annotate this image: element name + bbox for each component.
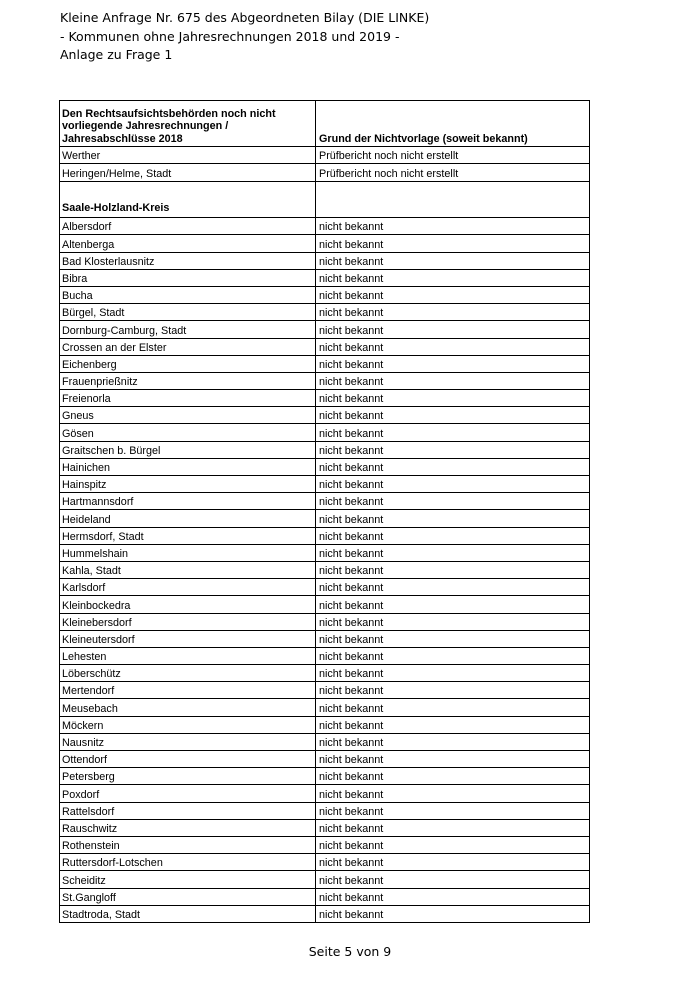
table-row <box>60 372 590 389</box>
municipality-name: Petersberg <box>60 768 316 785</box>
document-header <box>60 9 429 65</box>
table-row <box>60 905 590 922</box>
table-row <box>60 854 590 871</box>
reason-text: nicht bekannt <box>316 527 590 544</box>
municipality-name: Freienorla <box>60 390 316 407</box>
table-row <box>60 665 590 682</box>
table-row <box>60 304 590 321</box>
reason-text: nicht bekannt <box>316 561 590 578</box>
municipality-name: Löberschütz <box>60 665 316 682</box>
table-row <box>60 871 590 888</box>
reason-text: nicht bekannt <box>316 579 590 596</box>
table-row <box>60 751 590 768</box>
table-row <box>60 476 590 493</box>
table-row <box>60 819 590 836</box>
reason-text: nicht bekannt <box>316 596 590 613</box>
table-row <box>60 785 590 802</box>
column-header-municipality: Den Rechtsaufsichtsbehörden noch nicht vorliegende Jahresrechnungen / Jahresabschlüsse 2018 <box>60 101 316 147</box>
table-row <box>60 235 590 252</box>
table-row <box>60 647 590 664</box>
table-row <box>60 836 590 853</box>
municipality-name: Möckern <box>60 716 316 733</box>
column-header-reason: Grund der Nichtvorlage (soweit bekannt) <box>316 101 590 147</box>
table-row <box>60 252 590 269</box>
municipality-name: Bad Klosterlausnitz <box>60 252 316 269</box>
reason-text: nicht bekannt <box>316 854 590 871</box>
municipality-name: Lehesten <box>60 647 316 664</box>
reason-text: nicht bekannt <box>316 321 590 338</box>
table-row <box>60 682 590 699</box>
municipality-name: Werther <box>60 147 316 164</box>
municipality-name: Hermsdorf, Stadt <box>60 527 316 544</box>
reason-text: nicht bekannt <box>316 905 590 922</box>
reason-text: nicht bekannt <box>316 751 590 768</box>
reason-text: nicht bekannt <box>316 269 590 286</box>
table-row <box>60 596 590 613</box>
table-row <box>60 441 590 458</box>
table-row <box>60 699 590 716</box>
table-row <box>60 510 590 527</box>
table-row <box>60 888 590 905</box>
reason-text: nicht bekannt <box>316 218 590 235</box>
table-row <box>60 493 590 510</box>
municipality-name: Graitschen b. Bürgel <box>60 441 316 458</box>
table-header-row <box>60 101 590 147</box>
reason-text: nicht bekannt <box>316 682 590 699</box>
municipality-name: Albersdorf <box>60 218 316 235</box>
reason-text: nicht bekannt <box>316 458 590 475</box>
reason-text: nicht bekannt <box>316 699 590 716</box>
municipality-name: Bibra <box>60 269 316 286</box>
municipality-name: St.Gangloff <box>60 888 316 905</box>
table-row <box>60 164 590 182</box>
reason-text: nicht bekannt <box>316 819 590 836</box>
section-row <box>60 182 590 218</box>
municipality-name: Bürgel, Stadt <box>60 304 316 321</box>
municipality-name: Meusebach <box>60 699 316 716</box>
municipality-name: Stadtroda, Stadt <box>60 905 316 922</box>
reason-text: Prüfbericht noch nicht erstellt <box>316 164 590 182</box>
municipality-name: Hummelshain <box>60 544 316 561</box>
reason-text: nicht bekannt <box>316 802 590 819</box>
table-row <box>60 768 590 785</box>
reason-text: nicht bekannt <box>316 372 590 389</box>
reason-text: nicht bekannt <box>316 785 590 802</box>
municipality-name: Bucha <box>60 286 316 303</box>
municipality-name: Gösen <box>60 424 316 441</box>
reason-text: nicht bekannt <box>316 304 590 321</box>
reason-text: nicht bekannt <box>316 768 590 785</box>
table-row <box>60 147 590 164</box>
header-line-1: Kleine Anfrage Nr. 675 des Abgeordneten Bilay (DIE LINKE) <box>60 10 430 25</box>
municipality-name: Crossen an der Elster <box>60 338 316 355</box>
municipality-name: Karlsdorf <box>60 579 316 596</box>
header-line-2: - Kommunen ohne Jahresrechnungen 2018 und 2019 - <box>60 28 400 44</box>
table-row <box>60 269 590 286</box>
municipality-name: Ottendorf <box>60 751 316 768</box>
municipality-name: Gneus <box>60 407 316 424</box>
reason-text: nicht bekannt <box>316 665 590 682</box>
reason-text: nicht bekannt <box>316 476 590 493</box>
reason-text: nicht bekannt <box>316 493 590 510</box>
table-row <box>60 321 590 338</box>
table-row <box>60 579 590 596</box>
table-row <box>60 544 590 561</box>
reason-text: nicht bekannt <box>316 836 590 853</box>
municipality-name: Mertendorf <box>60 682 316 699</box>
municipality-name: Nausnitz <box>60 733 316 750</box>
municipality-name: Dornburg-Camburg, Stadt <box>60 321 316 338</box>
reason-text: nicht bekannt <box>316 424 590 441</box>
reason-text: nicht bekannt <box>316 390 590 407</box>
municipality-name: Eichenberg <box>60 355 316 372</box>
municipality-name: Hainichen <box>60 458 316 475</box>
reason-text: nicht bekannt <box>316 888 590 905</box>
reason-text: nicht bekannt <box>316 252 590 269</box>
header-line-3: Anlage zu Frage 1 <box>60 47 173 62</box>
reason-text: nicht bekannt <box>316 871 590 888</box>
municipality-name: Scheiditz <box>60 871 316 888</box>
table-row <box>60 613 590 630</box>
table-row <box>60 218 590 235</box>
reason-text: nicht bekannt <box>316 630 590 647</box>
table-row <box>60 286 590 303</box>
reason-text: nicht bekannt <box>316 235 590 252</box>
municipality-name: Frauenprießnitz <box>60 372 316 389</box>
municipality-name: Altenberga <box>60 235 316 252</box>
section-empty-cell <box>316 182 590 218</box>
reason-text: nicht bekannt <box>316 647 590 664</box>
table-row <box>60 458 590 475</box>
municipality-name: Heringen/Helme, Stadt <box>60 164 316 182</box>
municipality-table <box>59 100 590 923</box>
table-row <box>60 407 590 424</box>
table-row <box>60 527 590 544</box>
table-row <box>60 630 590 647</box>
section-title: Saale-Holzland-Kreis <box>60 182 316 218</box>
table-row <box>60 355 590 372</box>
reason-text: nicht bekannt <box>316 441 590 458</box>
table-row <box>60 424 590 441</box>
reason-text: nicht bekannt <box>316 355 590 372</box>
reason-text: Prüfbericht noch nicht erstellt <box>316 147 590 164</box>
municipality-name: Hartmannsdorf <box>60 493 316 510</box>
reason-text: nicht bekannt <box>316 286 590 303</box>
municipality-name: Hainspitz <box>60 476 316 493</box>
table-row <box>60 390 590 407</box>
reason-text: nicht bekannt <box>316 733 590 750</box>
reason-text: nicht bekannt <box>316 544 590 561</box>
table-row <box>60 716 590 733</box>
table-row <box>60 802 590 819</box>
municipality-name: Rattelsdorf <box>60 802 316 819</box>
page-number: Seite 5 von 9 <box>308 944 392 959</box>
reason-text: nicht bekannt <box>316 613 590 630</box>
municipality-name: Poxdorf <box>60 785 316 802</box>
municipality-name: Rothenstein <box>60 836 316 853</box>
reason-text: nicht bekannt <box>316 338 590 355</box>
municipality-name: Kleineutersdorf <box>60 630 316 647</box>
reason-text: nicht bekannt <box>316 510 590 527</box>
reason-text: nicht bekannt <box>316 407 590 424</box>
table-row <box>60 733 590 750</box>
municipality-name: Heideland <box>60 510 316 527</box>
table-row <box>60 561 590 578</box>
reason-text: nicht bekannt <box>316 716 590 733</box>
municipality-name: Kahla, Stadt <box>60 561 316 578</box>
municipality-name: Kleinebersdorf <box>60 613 316 630</box>
municipality-name: Kleinbockedra <box>60 596 316 613</box>
municipality-name: Ruttersdorf-Lotschen <box>60 854 316 871</box>
municipality-name: Rauschwitz <box>60 819 316 836</box>
table-row <box>60 338 590 355</box>
